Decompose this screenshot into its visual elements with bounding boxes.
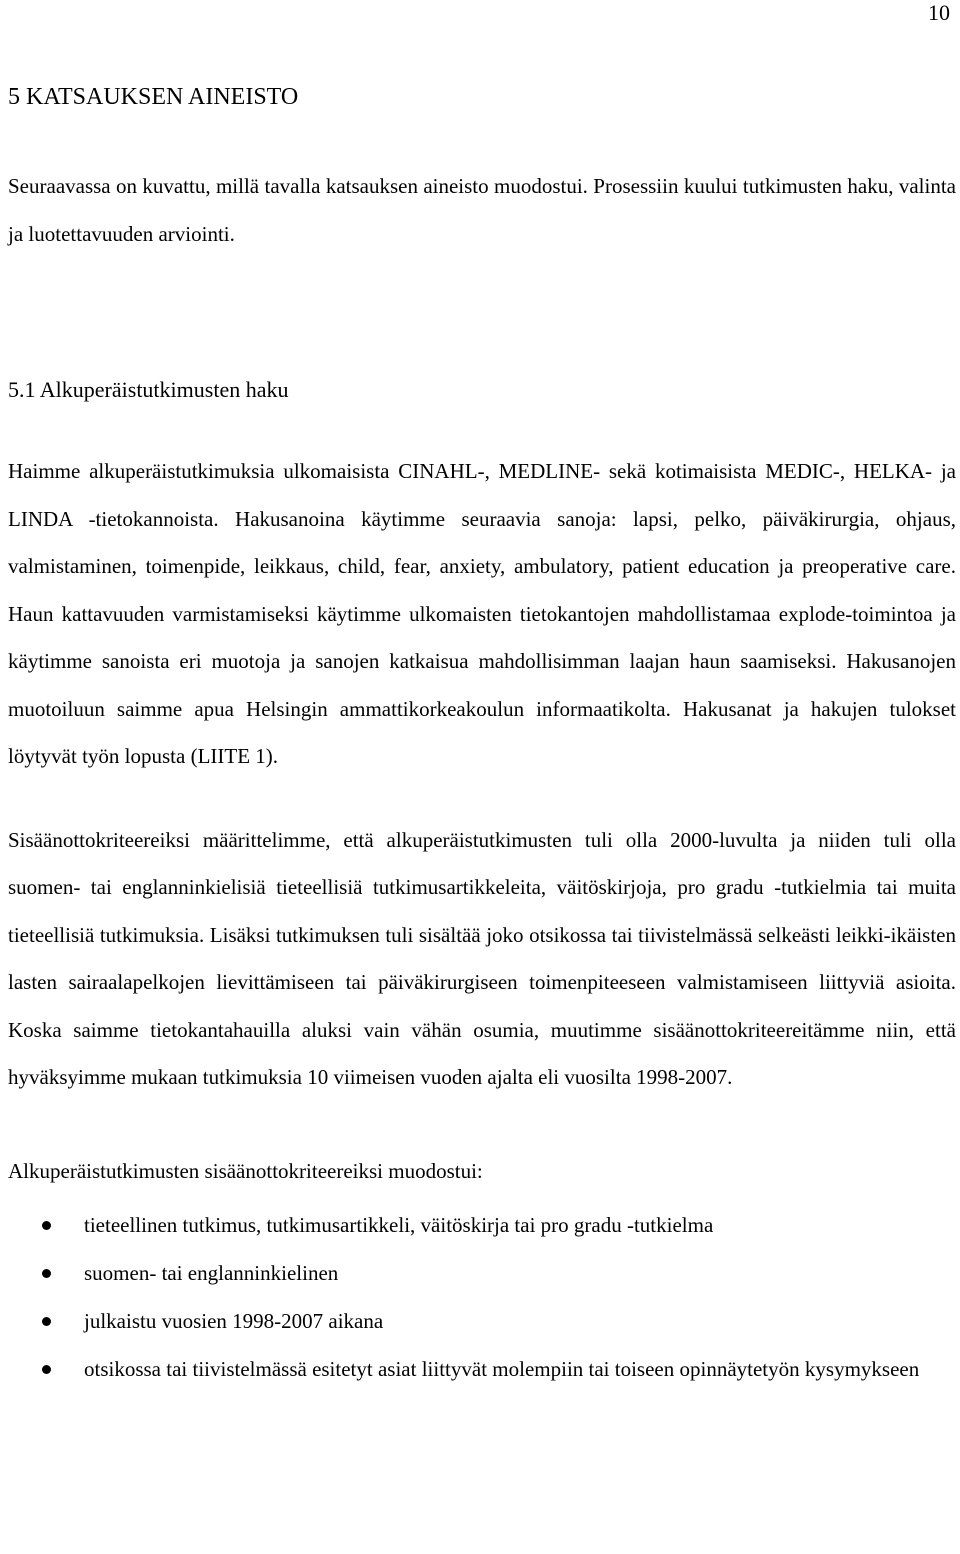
list-item — [8, 1297, 956, 1345]
bullet-icon — [42, 1221, 51, 1230]
intro-paragraph: Seuraavassa on kuvattu, millä tavalla katsauksen aineisto muodostui. Prosessiin kuului tutkimusten haku, valinta ja luotettavuuden arviointi. — [8, 174, 956, 246]
bullet-icon — [42, 1317, 51, 1326]
page-number: 10 — [928, 0, 950, 25]
list-item — [8, 1201, 956, 1249]
bullet-icon — [42, 1269, 51, 1278]
inclusion-criteria-paragraph: Sisäänottokriteereiksi määrittelimme, että alkuperäistutkimusten tuli olla 2000-luvulta ja niiden tuli olla suomen- tai englanninkielisiä tieteellisiä tutkimusartikkeleita, väitöskirjoja, pro gradu -tutkielmia tai muita tieteellisiä tutkimuksia. Lisäksi tutkimuksen tuli sisältää joko otsikossa tai tiivistelmässä selkeästi leikki-ikäisten lasten sairaalapelkojen lievittämiseen tai päiväkirurgiseen toimenpiteeseen valmistamiseen liittyviä asioita. Koska saimme tietokantahauilla aluksi vain vähän osumia, muutimme sisäänottokriteereitämme niin, että hyväksyimme mukaan tutkimuksia 10 viimeisen vuoden ajalta eli vuosilta 1998-2007. — [8, 827, 956, 1089]
search-terms-paragraph: Haimme alkuperäistutkimuksia ulkomaisista CINAHL-, MEDLINE- sekä kotimaisista MEDIC-, HELKA- ja LINDA -tietokannoista. Hakusanoina käytimme seuraavia sanoja: lapsi, pelko, päiväkirurgia, ohjaus, valmistaminen, toimenpide, leikkaus, child, fear, anxiety, ambulatory, patient education ja preoperative care. Haun kattavuuden varmistamiseksi käytimme ulkomaisten tietokantojen mahdollistamaa explode-toimintoa ja käytimme sanoista eri muotoja ja sanojen katkaisua mahdollisimman laajan haun saamiseksi. Hakusanojen muotoiluun saimme apua Helsingin ammattikorkeakoulun informaatikolta. Hakusanat ja hakujen tulokset löytyvät työn lopusta (LIITE 1). — [8, 459, 956, 768]
list-item — [8, 1249, 956, 1297]
list-item-text: otsikossa tai tiivistelmässä esitetyt asiat liittyvät molempiin tai toiseen opinnäytetyön kysymykseen — [84, 1357, 920, 1381]
list-item — [8, 1345, 956, 1393]
list-item-text: julkaistu vuosien 1998-2007 aikana — [84, 1309, 384, 1333]
document-body — [8, 76, 956, 1393]
criteria-list-intro: Alkuperäistutkimusten sisäänottokriteereiksi muodostui: — [8, 1158, 483, 1183]
list-item-text: tieteellinen tutkimus, tutkimusartikkeli, väitöskirja tai pro gradu -tutkielma — [84, 1213, 714, 1237]
bullet-icon — [42, 1365, 51, 1374]
list-item-text: suomen- tai englanninkielinen — [84, 1261, 339, 1285]
section-heading: 5.1 Alkuperäistutkimusten haku — [8, 377, 289, 402]
chapter-heading: 5 KATSAUKSEN AINEISTO — [8, 84, 299, 110]
criteria-list — [8, 1201, 956, 1393]
